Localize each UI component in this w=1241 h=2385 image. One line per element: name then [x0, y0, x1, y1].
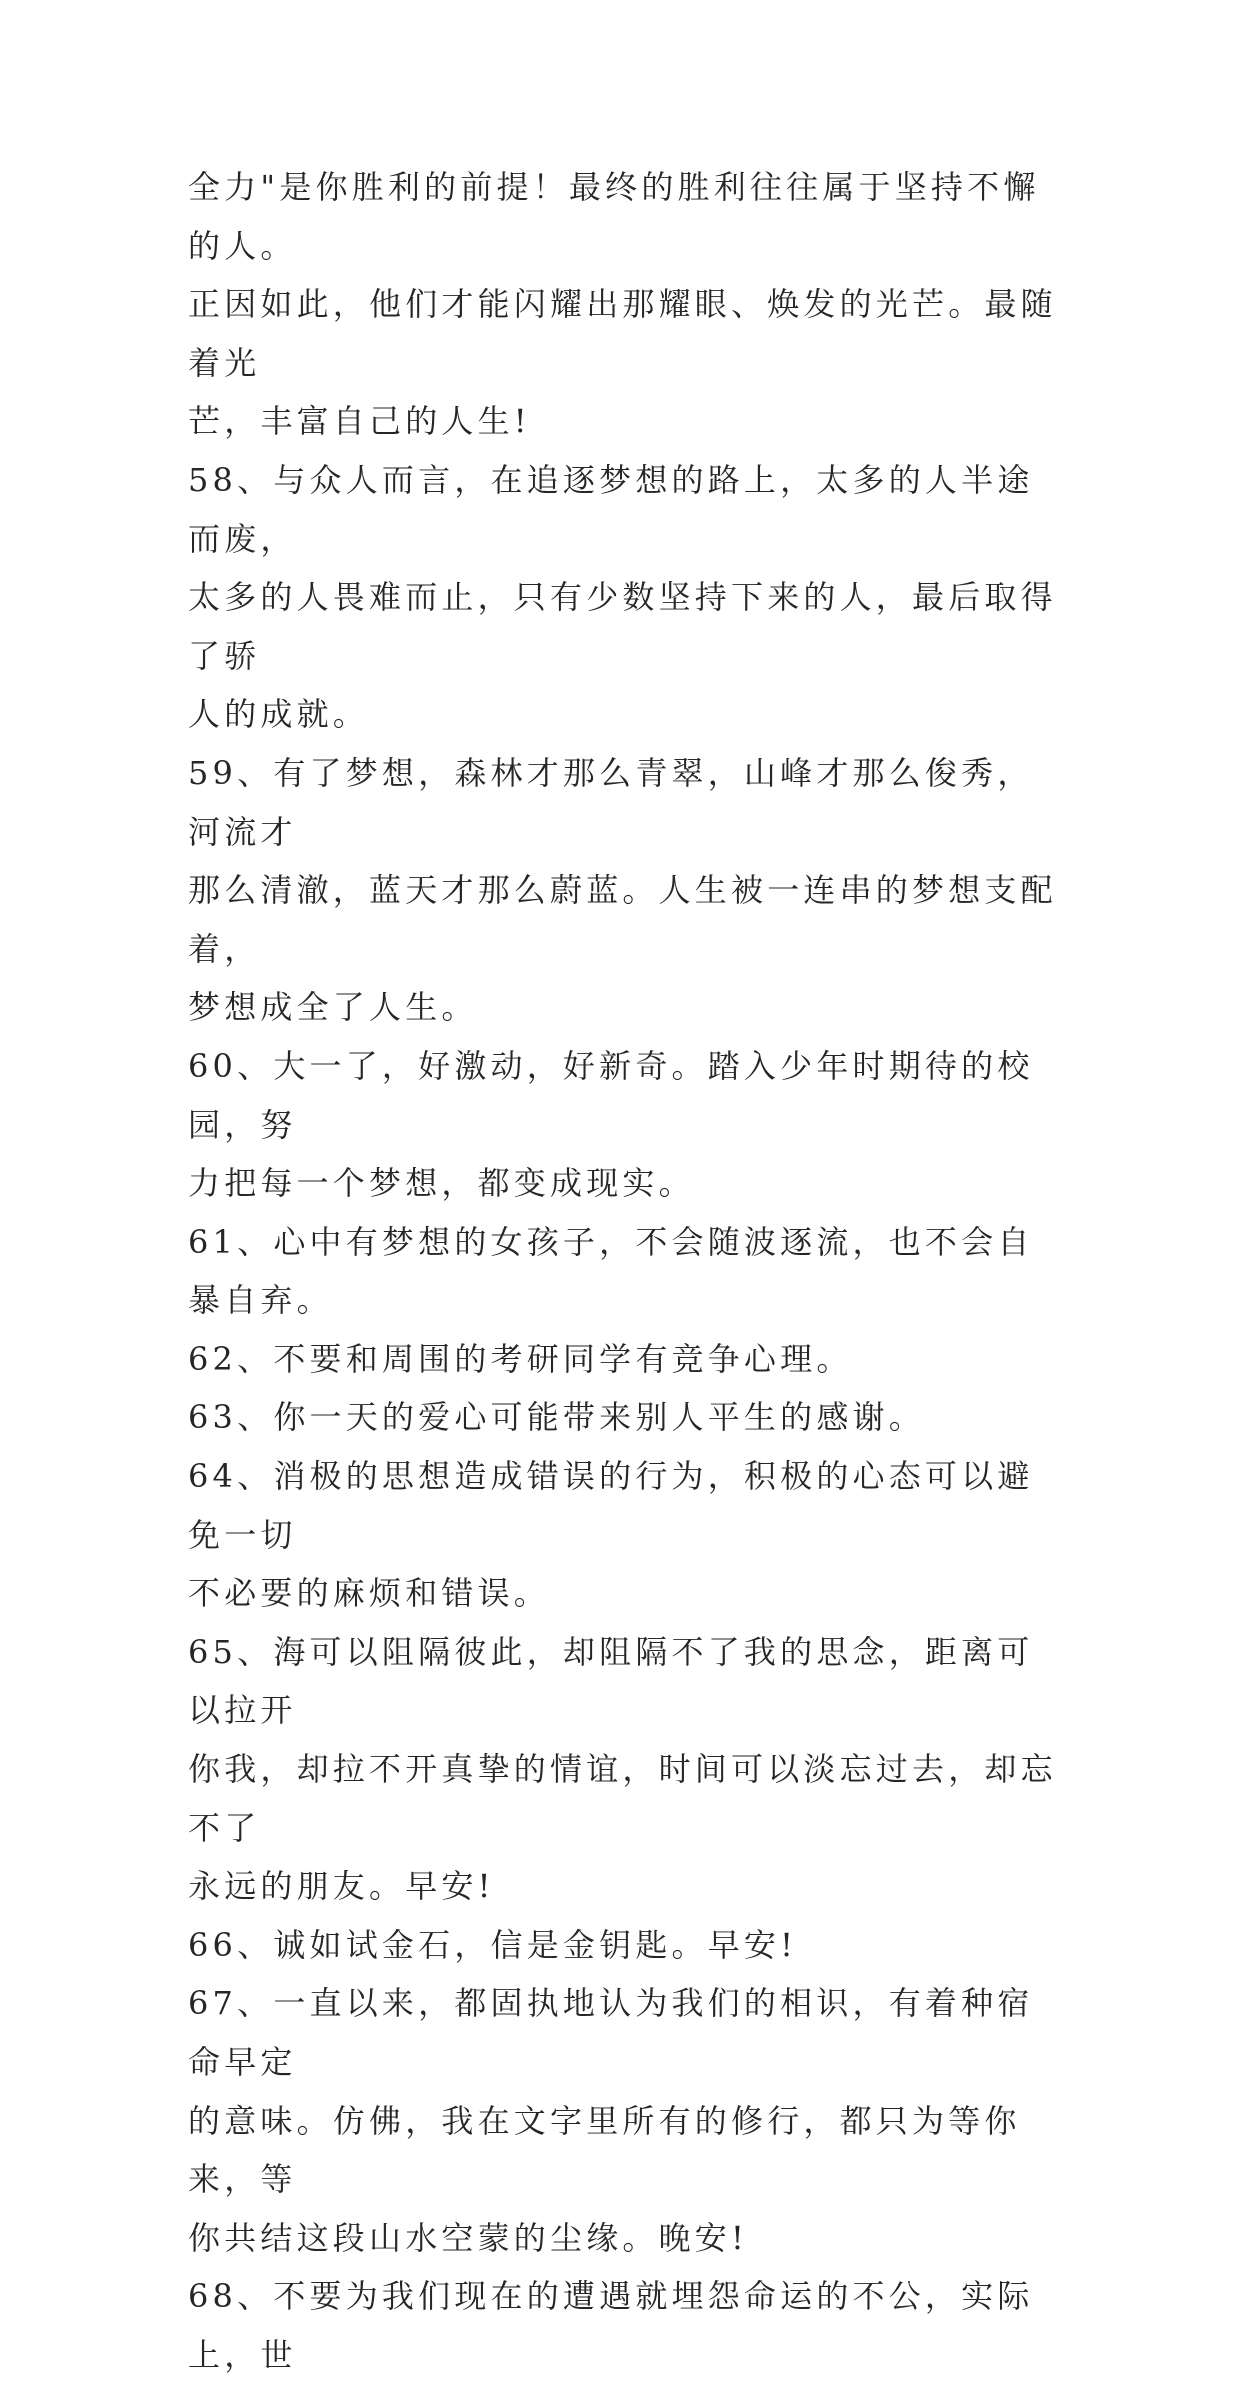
document-body — [188, 158, 1068, 2385]
paragraph-67: 67、一直以来，都固执地认为我们的相识，有着种宿命早定 的意味。仿佛，我在文字里所有的修行，都只为等你来，等 你共结这段山水空蒙的尘缘。晚安! — [188, 1984, 1034, 2257]
paragraph-63: 63、你一天的爱心可能带来别人平生的感谢。 — [188, 1398, 925, 1437]
paragraph-continuation: 全力"是你胜利的前提！最终的胜利往往属于坚持不懈的人。 正因如此，他们才能闪耀出那耀眼、焕发的光芒。最随着光 芒，丰富自己的人生! — [188, 168, 1057, 441]
paragraph-58: 58、与众人而言，在追逐梦想的路上，太多的人半途而废， 太多的人畏难而止，只有少数坚持下来的人，最后取得了骄 人的成就。 — [188, 460, 1057, 734]
paragraph-61: 61、心中有梦想的女孩子，不会随波逐流，也不会自暴自弃。 — [188, 1222, 1034, 1320]
paragraph-62: 62、不要和周围的考研同学有竞争心理。 — [188, 1339, 853, 1378]
paragraph-65: 65、海可以阻隔彼此，却阻隔不了我的思念，距离可以拉开 你我，却拉不开真挚的情谊，时间可以淡忘过去，却忘不了 永远的朋友。早安! — [188, 1632, 1057, 1906]
paragraph-68: 68、不要为我们现在的遭遇就埋怨命运的不公，实际上，世 — [188, 2277, 1034, 2374]
paragraph-66: 66、诚如试金石，信是金钥匙。早安! — [188, 1925, 798, 1964]
paragraph-60: 60、大一了，好激动，好新奇。踏入少年时期待的校园，努 力把每一个梦想，都变成现实。 — [188, 1046, 1034, 1203]
paragraph-59: 59、有了梦想，森林才那么青翠，山峰才那么俊秀，河流才 那么清澈，蓝天才那么蔚蓝。人生被一连串的梦想支配着， 梦想成全了人生。 — [188, 753, 1057, 1027]
paragraph-64: 64、消极的思想造成错误的行为，积极的心态可以避免一切 不必要的麻烦和错误。 — [188, 1457, 1034, 1613]
